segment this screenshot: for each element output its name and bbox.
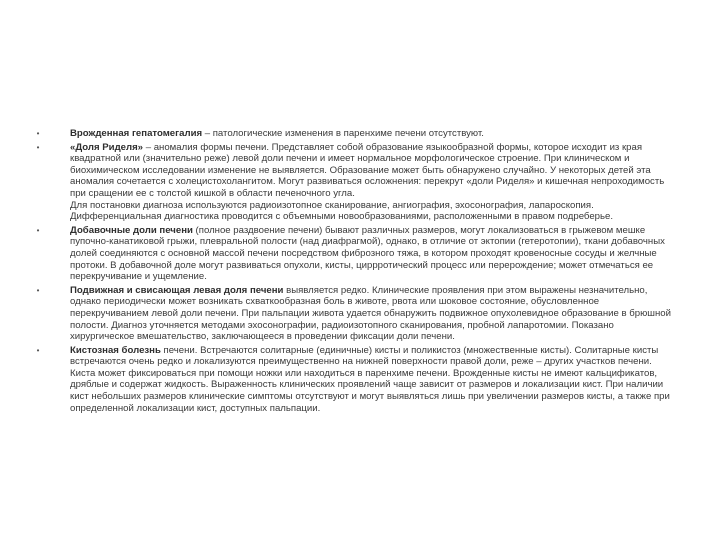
bullet-icon: • xyxy=(36,225,40,235)
list-item xyxy=(34,225,674,283)
item-extra-paragraph: Для постановки диагноза используются радиоизотопное сканирование, ангиография, эхосонография, лапароскопия. Дифференциальная диагностика проводится с объемными новообразованиями, расположенными в правом подреберье. xyxy=(70,199,613,223)
item-paragraph xyxy=(70,142,674,200)
item-text: – патологические изменения в паренхиме печени отсутствуют. xyxy=(202,128,484,139)
list-item xyxy=(34,285,674,343)
item-term: Добавочные доли печени xyxy=(70,224,193,236)
item-paragraph xyxy=(70,345,674,415)
item-paragraph xyxy=(70,225,674,283)
item-term: «Доля Риделя» xyxy=(70,141,144,153)
bullet-list xyxy=(34,128,674,416)
item-paragraph xyxy=(70,128,674,140)
item-term: Подвижная и свисающая левая доля печени xyxy=(70,284,284,296)
item-text: (полное раздвоение печени) бывают различных размеров, могут локализоваться в грыжевом мешке пупочно-канатиковой грыжи, плевральной полости (над диафрагмой), однако, в отличие от эктопии (гетеротопии), ткани добавочных долей соединяются с основной массой печени посредством фиброзного тяжа, в котором проходят кровеносные сосуды и желчные протоки. В добавочной доле могут развиваться опухоли, кисты, циррротический процесс или перерождение; может отмечаться ее перекручивание и ущемление. xyxy=(70,224,665,283)
list-item xyxy=(34,345,674,415)
bullet-icon: • xyxy=(36,345,40,355)
list-item xyxy=(34,142,674,223)
item-text: печени. Встречаются солитарные (единичные) кисты и поликистоз (множественные кисты). Солитарные кисты встречаются очень редко и локализуются преимущественно на нижней поверхности правой доли, реже – других участков печени. Киста может фиксироваться при помощи ножки или находиться в паренхиме печени. Врожденные кисты не имеют кальцификатов, дряблые и содержат жидкость. Выраженность клинических проявлений чаще зависит от размеров и локализации кист. При наличии кист небольших размеров клинические симптомы отсутствуют и могут выявляться лишь при увеличении размеров кисты, а также при определенной локализации кист, доступных пальпации. xyxy=(70,344,670,414)
item-term: Кистозная болезнь xyxy=(70,344,161,356)
list-item xyxy=(34,128,674,140)
item-paragraph xyxy=(70,285,674,343)
bullet-icon: • xyxy=(36,285,40,295)
item-text: выявляется редко. Клинические проявления при этом выражены незначительно, однако периодически может возникать схваткообразная боль в животе, рвота или шоковое состояние, обусловленное перекручиванием левой доли печени. При пальпации живота удается обнаружить подвижное опухолевидное образование в брюшной полости. Диагноз уточняется методами эхосонографии, радиоизотопного сканирования, пробной лапаротомии. Показано хирургическое вмешательство, заключающееся в проведении фиксации доли печени. xyxy=(70,284,671,343)
bullet-icon: • xyxy=(36,129,40,138)
bullet-icon: • xyxy=(36,142,40,152)
item-term: Врожденная гепатомегалия xyxy=(70,128,203,139)
item-text: – аномалия формы печени. Представляет собой образование языкообразной формы, которое исходит из края квадратной или (значительно реже) левой доли печени и имеет нормальное морфологическое строение. При клиническом и биохимическом исследовании изменение не выявляется. Образование может быть обнаружено случайно. У некоторых детей эта аномалия сочетается с холецистохолангитом. Могут развиваться осложнения: перекрут «доли Риделя» и кишечная непроходимость при сращении ее с толстой кишкой в области печеночного угла. xyxy=(70,141,665,199)
